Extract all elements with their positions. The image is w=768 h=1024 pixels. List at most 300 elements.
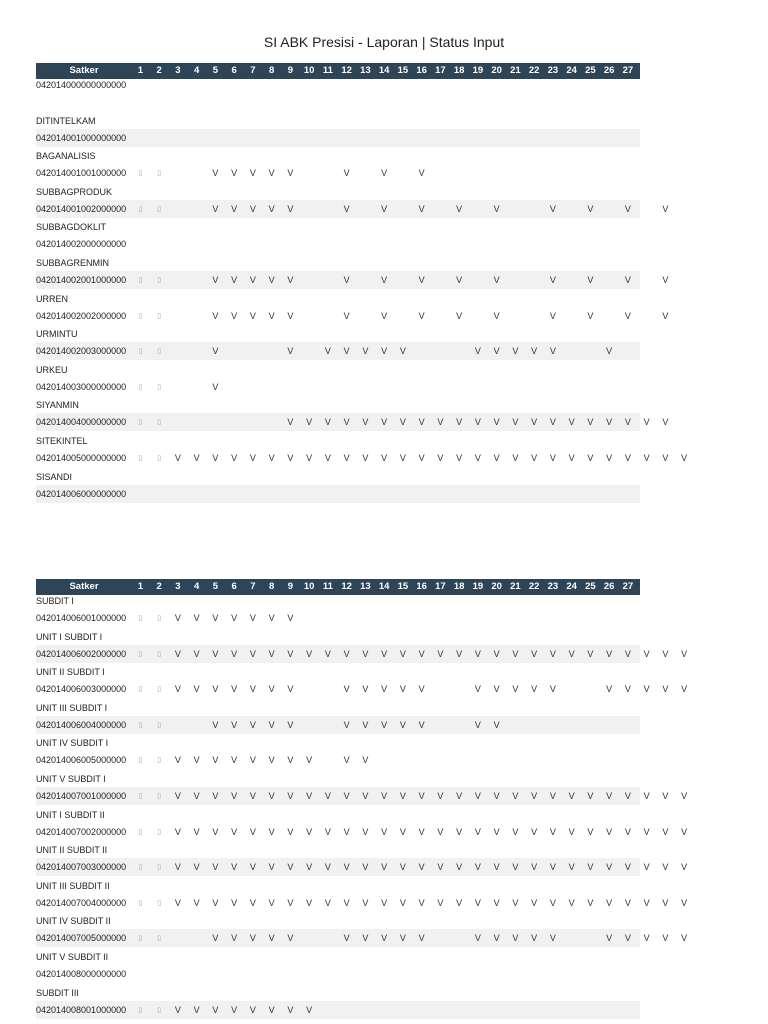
input-check-mark: V xyxy=(456,862,463,873)
input-check-mark: V xyxy=(587,310,594,321)
input-check-mark: V xyxy=(343,933,350,944)
input-check-mark: V xyxy=(474,862,481,873)
table-row xyxy=(36,115,640,151)
input-check-mark: V xyxy=(399,897,406,908)
input-check-mark: V xyxy=(231,274,238,285)
input-check-mark: V xyxy=(212,755,219,766)
day-column-header: 11 xyxy=(322,65,333,76)
day-column-header: 9 xyxy=(287,65,294,76)
day-column-header: 1 xyxy=(137,65,144,76)
input-check-mark: V xyxy=(399,648,406,659)
input-check-mark: V xyxy=(681,684,688,695)
input-check-mark: V xyxy=(249,310,256,321)
input-check-mark: V xyxy=(662,790,669,801)
input-check-mark: V xyxy=(193,826,200,837)
input-check-mark: V xyxy=(606,933,613,944)
input-check-mark: V xyxy=(456,203,463,214)
input-check-mark: V xyxy=(362,684,369,695)
missing-glyph-icon: ▯ xyxy=(157,686,162,694)
satker-name: SUBBAGRENMIN xyxy=(36,257,110,268)
input-check-mark: V xyxy=(287,684,294,695)
satker-column-header: Satker xyxy=(69,581,99,592)
input-check-mark: V xyxy=(493,648,500,659)
input-check-mark: V xyxy=(212,648,219,659)
input-check-mark: V xyxy=(624,417,631,428)
input-check-mark: V xyxy=(437,862,444,873)
input-check-mark: V xyxy=(268,933,275,944)
input-check-mark: V xyxy=(249,684,256,695)
day-column-header: 15 xyxy=(397,65,409,76)
satker-name: UNIT V SUBDIT II xyxy=(36,951,109,962)
satker-name: SITEKINTEL xyxy=(36,435,88,446)
input-check-mark: V xyxy=(531,826,538,837)
missing-glyph-icon: ▯ xyxy=(157,419,162,427)
input-check-mark: V xyxy=(343,310,350,321)
input-check-mark: V xyxy=(662,417,669,428)
missing-glyph-icon: ▯ xyxy=(138,1006,143,1014)
input-check-mark: V xyxy=(549,684,556,695)
input-check-mark: V xyxy=(418,274,425,285)
table-row xyxy=(36,435,688,471)
satker-code: 042014003000000000 xyxy=(36,381,127,392)
input-check-mark: V xyxy=(362,826,369,837)
day-column-header: 7 xyxy=(250,65,256,76)
input-check-mark: V xyxy=(549,826,556,837)
input-check-mark: V xyxy=(662,826,669,837)
table-row xyxy=(36,987,640,1023)
input-check-mark: V xyxy=(212,346,219,357)
input-check-mark: V xyxy=(456,274,463,285)
input-check-mark: V xyxy=(418,648,425,659)
input-check-mark: V xyxy=(493,452,500,463)
input-check-mark: V xyxy=(287,790,294,801)
input-check-mark: V xyxy=(474,684,481,695)
satker-name: SUBBAGDOKLIT xyxy=(36,222,107,233)
day-column-header: 18 xyxy=(453,65,465,76)
table-row xyxy=(36,364,640,400)
input-check-mark: V xyxy=(681,897,688,908)
input-check-mark: V xyxy=(662,862,669,873)
satker-code: 042014006003000000 xyxy=(36,684,127,695)
input-check-mark: V xyxy=(287,862,294,873)
satker-code: 042014002001000000 xyxy=(36,274,127,285)
input-check-mark: V xyxy=(531,346,538,357)
input-check-mark: V xyxy=(174,790,181,801)
day-column-header: 1 xyxy=(137,581,144,592)
satker-name: UNIT II SUBDIT II xyxy=(36,845,108,856)
satker-code: 042014006000000000 xyxy=(36,488,127,499)
input-check-mark: V xyxy=(587,203,594,214)
input-check-mark: V xyxy=(306,755,313,766)
missing-glyph-icon: ▯ xyxy=(157,276,162,284)
input-check-mark: V xyxy=(456,826,463,837)
satker-name: UNIT II SUBDIT I xyxy=(36,667,105,678)
input-check-mark: V xyxy=(193,862,200,873)
input-check-mark: V xyxy=(493,933,500,944)
input-check-mark: V xyxy=(662,203,669,214)
input-check-mark: V xyxy=(549,452,556,463)
input-check-mark: V xyxy=(531,933,538,944)
input-check-mark: V xyxy=(231,897,238,908)
row-band xyxy=(36,716,640,734)
input-check-mark: V xyxy=(549,933,556,944)
input-check-mark: V xyxy=(474,417,481,428)
day-column-header: 6 xyxy=(231,581,237,592)
satker-name: DITINTELKAM xyxy=(36,115,96,126)
input-check-mark: V xyxy=(212,826,219,837)
input-check-mark: V xyxy=(306,826,313,837)
day-column-header: 23 xyxy=(547,581,559,592)
input-check-mark: V xyxy=(624,648,631,659)
input-check-mark: V xyxy=(381,203,388,214)
missing-glyph-icon: ▯ xyxy=(157,792,162,800)
day-column-header: 30 xyxy=(678,65,690,76)
input-check-mark: V xyxy=(306,790,313,801)
missing-glyph-icon: ▯ xyxy=(138,899,143,907)
input-check-mark: V xyxy=(174,826,181,837)
input-check-mark: V xyxy=(512,452,519,463)
satker-code: 042014008000000000 xyxy=(36,968,127,979)
input-check-mark: V xyxy=(324,417,331,428)
input-check-mark: V xyxy=(381,897,388,908)
input-check-mark: V xyxy=(324,346,331,357)
row-band xyxy=(36,965,640,983)
day-column-header: 12 xyxy=(341,65,352,76)
input-check-mark: V xyxy=(681,862,688,873)
day-column-header: 24 xyxy=(566,65,577,76)
input-check-mark: V xyxy=(418,203,425,214)
row-band xyxy=(36,129,640,147)
input-check-mark: V xyxy=(381,790,388,801)
input-check-mark: V xyxy=(456,417,463,428)
input-check-mark: V xyxy=(418,933,425,944)
input-check-mark: V xyxy=(531,648,538,659)
input-check-mark: V xyxy=(474,826,481,837)
day-column-header: 6 xyxy=(231,65,237,76)
input-check-mark: V xyxy=(399,790,406,801)
input-check-mark: V xyxy=(249,648,256,659)
input-check-mark: V xyxy=(568,417,575,428)
input-check-mark: V xyxy=(306,417,313,428)
input-check-mark: V xyxy=(474,933,481,944)
day-column-header: 29 xyxy=(660,65,671,76)
input-check-mark: V xyxy=(606,684,613,695)
input-check-mark: V xyxy=(474,648,481,659)
status-table-1 xyxy=(36,63,690,506)
input-check-mark: V xyxy=(418,897,425,908)
input-check-mark: V xyxy=(493,684,500,695)
input-check-mark: V xyxy=(662,452,669,463)
day-column-header: 29 xyxy=(660,581,671,592)
input-check-mark: V xyxy=(418,862,425,873)
input-check-mark: V xyxy=(512,790,519,801)
satker-name: SISANDI xyxy=(36,471,73,482)
day-column-header: 25 xyxy=(585,65,596,76)
input-check-mark: V xyxy=(231,1004,238,1015)
input-check-mark: V xyxy=(624,826,631,837)
table-row xyxy=(36,186,669,222)
input-check-mark: V xyxy=(212,790,219,801)
input-check-mark: V xyxy=(381,648,388,659)
input-check-mark: V xyxy=(231,826,238,837)
input-check-mark: V xyxy=(381,310,388,321)
table-row xyxy=(36,150,640,186)
input-check-mark: V xyxy=(606,790,613,801)
input-check-mark: V xyxy=(268,310,275,321)
input-check-mark: V xyxy=(643,684,650,695)
day-column-header: 4 xyxy=(193,65,200,76)
satker-name: UNIT III SUBDIT II xyxy=(36,880,110,891)
input-check-mark: V xyxy=(193,613,200,623)
page-title: SI ABK Presisi - Laporan | Status Input xyxy=(263,34,505,50)
input-check-mark: V xyxy=(549,417,556,428)
satker-name: SIYANMIN xyxy=(36,400,79,411)
input-check-mark: V xyxy=(643,897,650,908)
day-column-header: 26 xyxy=(603,65,615,76)
input-check-mark: V xyxy=(456,897,463,908)
day-column-header: 19 xyxy=(472,581,484,592)
table-row xyxy=(36,293,669,329)
input-check-mark: V xyxy=(418,168,425,179)
missing-glyph-icon: ▯ xyxy=(138,170,143,178)
input-check-mark: V xyxy=(512,684,519,695)
input-check-mark: V xyxy=(287,897,294,908)
input-check-mark: V xyxy=(624,684,631,695)
input-check-mark: V xyxy=(231,755,238,766)
input-check-mark: V xyxy=(606,862,613,873)
input-check-mark: V xyxy=(193,755,200,766)
input-check-mark: V xyxy=(437,897,444,908)
input-check-mark: V xyxy=(268,862,275,873)
input-check-mark: V xyxy=(643,417,650,428)
input-check-mark: V xyxy=(606,826,613,837)
table-row xyxy=(36,471,640,507)
input-check-mark: V xyxy=(287,826,294,837)
input-check-mark: V xyxy=(343,346,350,357)
missing-glyph-icon: ▯ xyxy=(138,383,143,391)
input-check-mark: V xyxy=(456,790,463,801)
input-check-mark: V xyxy=(531,862,538,873)
table-row xyxy=(36,951,640,987)
input-check-mark: V xyxy=(399,417,406,428)
input-check-mark: V xyxy=(324,862,331,873)
input-check-mark: V xyxy=(493,310,500,321)
input-check-mark: V xyxy=(343,452,350,463)
satker-name: UNIT III SUBDIT I xyxy=(36,702,108,713)
input-check-mark: V xyxy=(493,417,500,428)
missing-glyph-icon: ▯ xyxy=(157,348,162,356)
input-check-mark: V xyxy=(212,1004,219,1015)
input-check-mark: V xyxy=(568,897,575,908)
input-check-mark: V xyxy=(362,452,369,463)
input-check-mark: V xyxy=(456,452,463,463)
input-check-mark: V xyxy=(362,897,369,908)
missing-glyph-icon: ▯ xyxy=(138,828,143,836)
missing-glyph-icon: ▯ xyxy=(138,721,143,729)
day-column-header: 21 xyxy=(510,581,521,592)
input-check-mark: V xyxy=(437,417,444,428)
input-check-mark: V xyxy=(456,648,463,659)
satker-code: 042014007001000000 xyxy=(36,790,127,801)
input-check-mark: V xyxy=(643,648,650,659)
input-check-mark: V xyxy=(531,684,538,695)
missing-glyph-icon: ▯ xyxy=(157,935,162,943)
satker-code: 042014007004000000 xyxy=(36,897,127,908)
input-check-mark: V xyxy=(568,826,575,837)
missing-glyph-icon: ▯ xyxy=(157,205,162,213)
input-check-mark: V xyxy=(681,826,688,837)
input-check-mark: V xyxy=(606,346,613,357)
missing-glyph-icon: ▯ xyxy=(157,828,162,836)
input-check-mark: V xyxy=(474,897,481,908)
input-check-mark: V xyxy=(381,719,388,730)
input-check-mark: V xyxy=(268,168,275,179)
missing-glyph-icon: ▯ xyxy=(138,454,143,462)
input-check-mark: V xyxy=(249,719,256,730)
input-check-mark: V xyxy=(362,719,369,730)
day-column-header: 28 xyxy=(641,65,652,76)
input-check-mark: V xyxy=(268,684,275,695)
satker-code: 042014006004000000 xyxy=(36,719,127,730)
day-column-header: 20 xyxy=(491,581,502,592)
day-column-header: 5 xyxy=(212,581,219,592)
table-row xyxy=(36,809,688,845)
satker-name: UNIT IV SUBDIT II xyxy=(36,916,111,927)
day-column-header: 30 xyxy=(678,581,690,592)
input-check-mark: V xyxy=(568,790,575,801)
input-check-mark: V xyxy=(249,862,256,873)
input-check-mark: V xyxy=(212,168,219,179)
input-check-mark: V xyxy=(568,648,575,659)
input-check-mark: V xyxy=(174,684,181,695)
missing-glyph-icon: ▯ xyxy=(138,276,143,284)
missing-glyph-icon: ▯ xyxy=(157,312,162,320)
input-check-mark: V xyxy=(249,452,256,463)
input-check-mark: V xyxy=(231,933,238,944)
input-check-mark: V xyxy=(343,417,350,428)
input-check-mark: V xyxy=(268,452,275,463)
input-check-mark: V xyxy=(568,452,575,463)
missing-glyph-icon: ▯ xyxy=(157,757,162,765)
input-check-mark: V xyxy=(193,1004,200,1015)
input-check-mark: V xyxy=(306,897,313,908)
input-check-mark: V xyxy=(249,933,256,944)
input-check-mark: V xyxy=(212,862,219,873)
missing-glyph-icon: ▯ xyxy=(157,864,162,872)
input-check-mark: V xyxy=(249,203,256,214)
input-check-mark: V xyxy=(437,452,444,463)
input-check-mark: V xyxy=(587,274,594,285)
row-band xyxy=(36,235,640,253)
input-check-mark: V xyxy=(624,274,631,285)
table-row xyxy=(36,79,640,115)
input-check-mark: V xyxy=(231,684,238,695)
missing-glyph-icon: ▯ xyxy=(138,205,143,213)
input-check-mark: V xyxy=(268,755,275,766)
day-column-header: 16 xyxy=(416,65,427,76)
row-band xyxy=(36,485,640,503)
input-check-mark: V xyxy=(287,1004,294,1015)
input-check-mark: V xyxy=(231,719,238,730)
input-check-mark: V xyxy=(493,274,500,285)
input-check-mark: V xyxy=(268,274,275,285)
day-column-header: 4 xyxy=(193,581,200,592)
input-check-mark: V xyxy=(231,203,238,214)
satker-code: 042014006002000000 xyxy=(36,648,127,659)
input-check-mark: V xyxy=(287,274,294,285)
input-check-mark: V xyxy=(174,1004,181,1015)
input-check-mark: V xyxy=(212,719,219,730)
input-check-mark: V xyxy=(343,897,350,908)
input-check-mark: V xyxy=(324,648,331,659)
input-check-mark: V xyxy=(418,719,425,730)
input-check-mark: V xyxy=(193,452,200,463)
input-check-mark: V xyxy=(568,862,575,873)
input-check-mark: V xyxy=(193,648,200,659)
input-check-mark: V xyxy=(493,203,500,214)
day-column-header: 12 xyxy=(341,581,352,592)
input-check-mark: V xyxy=(212,274,219,285)
row-band xyxy=(36,378,640,396)
missing-glyph-icon: ▯ xyxy=(138,864,143,872)
input-check-mark: V xyxy=(343,719,350,730)
input-check-mark: V xyxy=(512,417,519,428)
table-row xyxy=(36,737,640,773)
day-column-header: 27 xyxy=(622,65,634,76)
input-check-mark: V xyxy=(456,310,463,321)
input-check-mark: V xyxy=(662,648,669,659)
table-row xyxy=(36,257,669,293)
day-column-header: 23 xyxy=(547,65,559,76)
input-check-mark: V xyxy=(268,203,275,214)
satker-name: URKEU xyxy=(36,364,68,375)
input-check-mark: V xyxy=(399,719,406,730)
input-check-mark: V xyxy=(249,826,256,837)
input-check-mark: V xyxy=(324,826,331,837)
input-check-mark: V xyxy=(381,826,388,837)
input-check-mark: V xyxy=(306,1004,313,1015)
input-check-mark: V xyxy=(493,719,500,730)
input-check-mark: V xyxy=(624,203,631,214)
input-check-mark: V xyxy=(362,862,369,873)
input-check-mark: V xyxy=(249,790,256,801)
missing-glyph-icon: ▯ xyxy=(138,792,143,800)
input-check-mark: V xyxy=(174,862,181,873)
day-column-header: 7 xyxy=(250,581,256,592)
input-check-mark: V xyxy=(587,452,594,463)
input-check-mark: V xyxy=(493,790,500,801)
input-check-mark: V xyxy=(624,862,631,873)
input-check-mark: V xyxy=(437,648,444,659)
table-header xyxy=(36,579,690,595)
input-check-mark: V xyxy=(399,862,406,873)
input-check-mark: V xyxy=(512,862,519,873)
input-check-mark: V xyxy=(343,790,350,801)
status-table-2 xyxy=(36,579,690,1022)
satker-name: URMINTU xyxy=(36,329,78,340)
input-check-mark: V xyxy=(512,933,519,944)
input-check-mark: V xyxy=(512,826,519,837)
input-check-mark: V xyxy=(193,684,200,695)
input-check-mark: V xyxy=(174,755,181,766)
input-check-mark: V xyxy=(381,417,388,428)
input-check-mark: V xyxy=(231,862,238,873)
satker-code: 042014007002000000 xyxy=(36,826,127,837)
satker-name: URREN xyxy=(36,293,69,304)
satker-code: 042014007003000000 xyxy=(36,862,127,873)
day-column-header: 14 xyxy=(378,581,390,592)
satker-code: 042014002000000000 xyxy=(36,239,127,250)
